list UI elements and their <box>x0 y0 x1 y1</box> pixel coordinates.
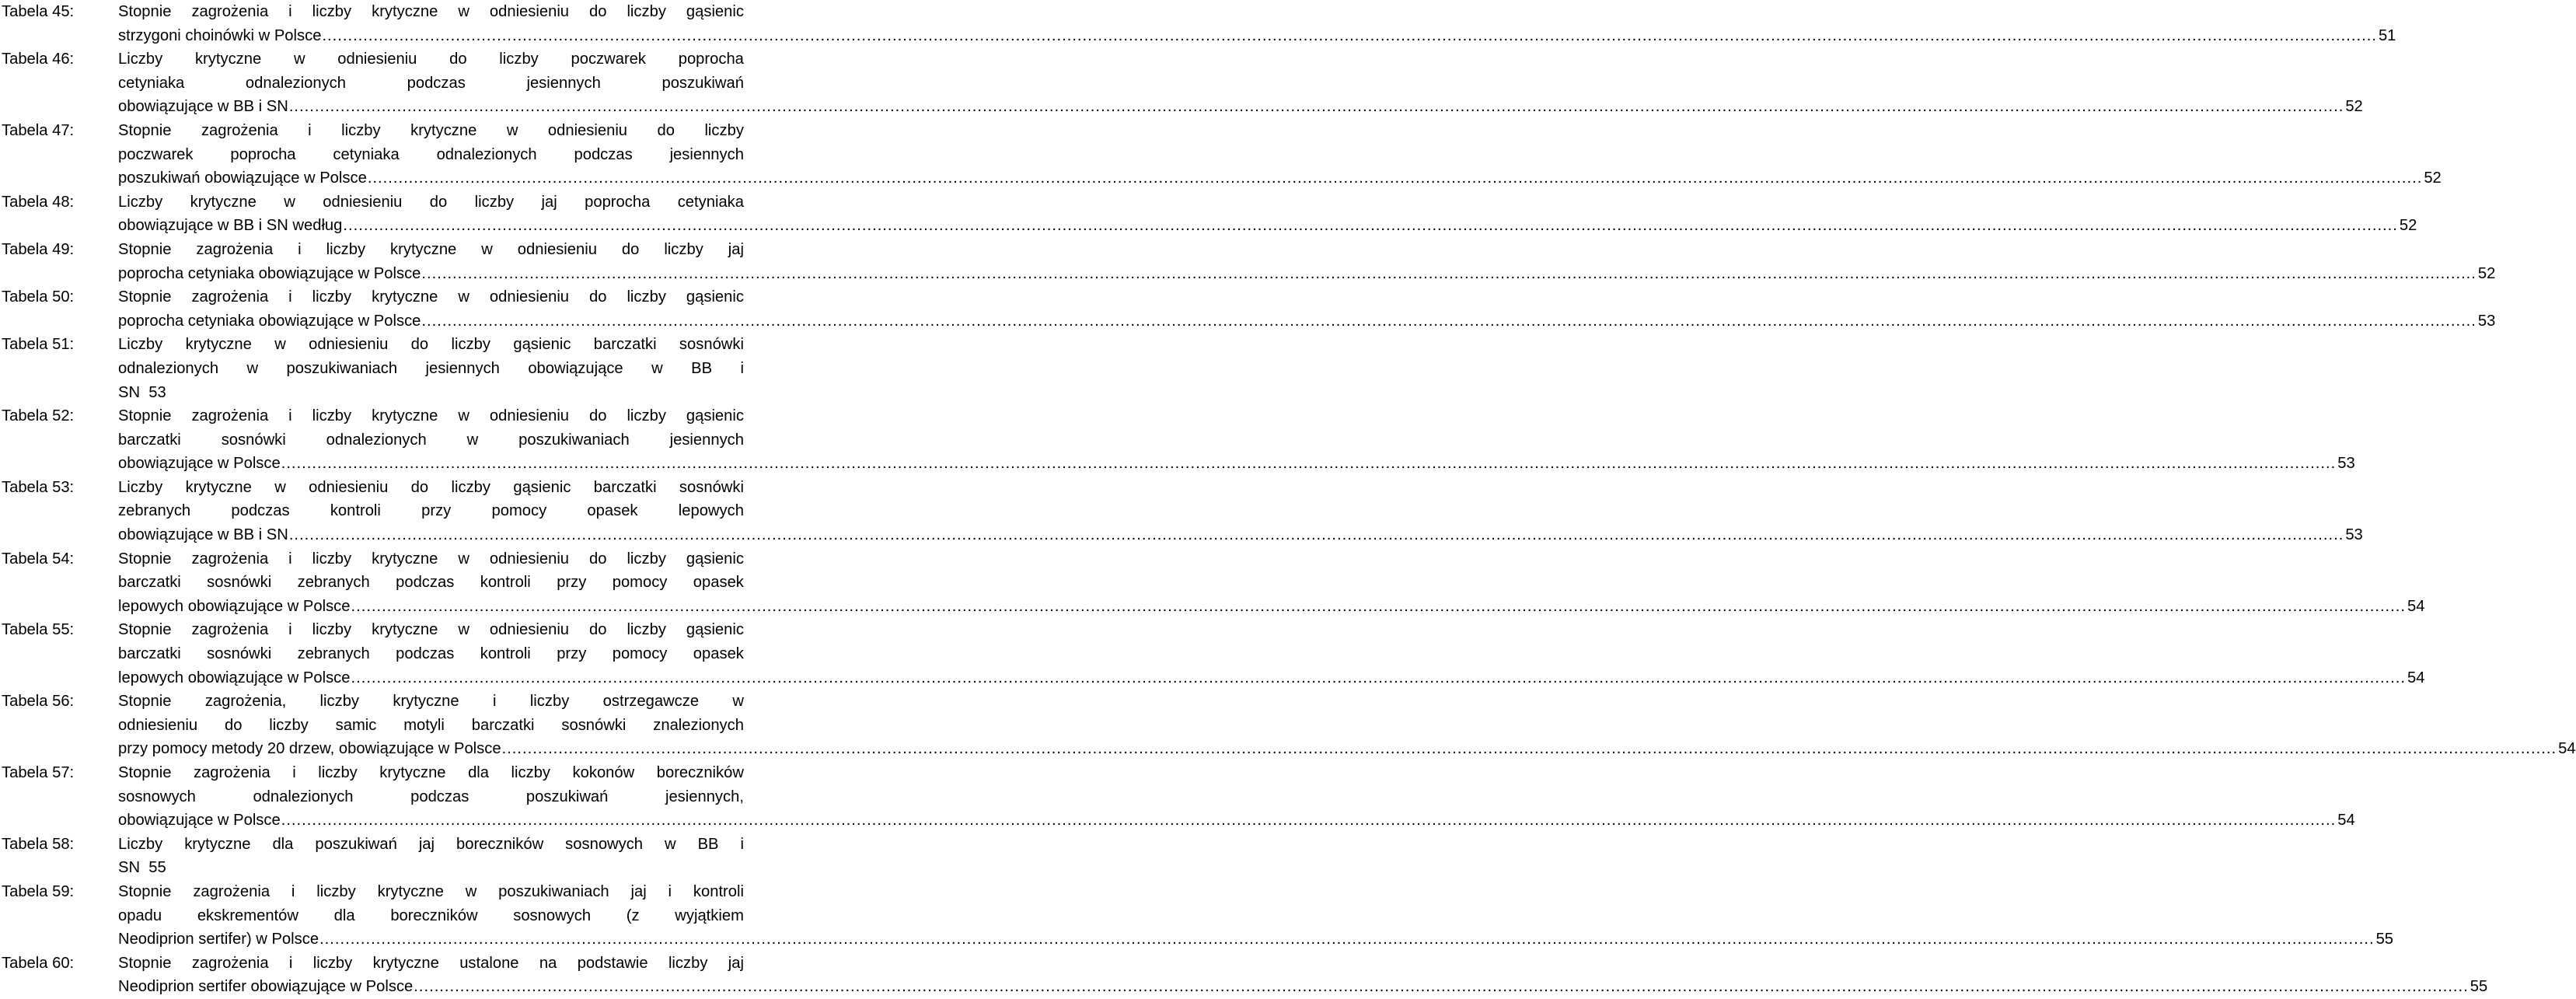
title-last-line <box>118 452 2355 476</box>
title-last-line <box>118 166 2442 190</box>
title-line <box>118 952 744 976</box>
toc-entry[interactable] <box>0 690 2576 761</box>
table-title <box>118 690 2576 761</box>
page-number: 52 <box>2345 98 2363 116</box>
title-line <box>118 119 744 143</box>
toc-entry[interactable] <box>0 833 746 880</box>
page-number: 54 <box>2558 740 2576 758</box>
page-number: 54 <box>2407 669 2425 686</box>
table-title <box>118 47 2363 119</box>
title-line <box>118 381 744 405</box>
title-last-line <box>118 24 2396 48</box>
title-line-text: Liczby krytyczne w odniesieniu do liczby gąsienic barczatki sosnówki <box>118 478 744 496</box>
dot-leader: ................................................................................................................................................................................................................................................................................................................................................................................................................ <box>319 931 2375 948</box>
dot-leader: ................................................................................................................................................................................................................................................................................................................................................................................................................ <box>281 812 2337 830</box>
title-line <box>118 428 744 452</box>
title-line-text: Neodiprion sertifer obowiązujące w Polsce <box>118 978 414 996</box>
table-title <box>118 119 2442 190</box>
title-line-text: Stopnie zagrożenia i liczby krytyczne w poszukiwaniach jaj i kontroli <box>118 882 744 900</box>
table-number-label: Tabela 60: <box>2 954 75 972</box>
table-title <box>118 476 2363 547</box>
table-number-label: Tabela 59: <box>2 882 75 900</box>
table-number-label: Tabela 50: <box>2 288 75 306</box>
title-line <box>118 856 744 880</box>
dot-leader: ................................................................................................................................................................................................................................................................................................................................................................................................................ <box>414 978 2469 996</box>
title-line-text: Stopnie zagrożenia i liczby krytyczne w odniesieniu do liczby gąsienic <box>118 288 744 306</box>
title-line <box>118 785 744 809</box>
page-number: 51 <box>2378 26 2396 44</box>
title-line-text: lepowych obowiązujące w Polsce <box>118 597 351 615</box>
dot-leader: ................................................................................................................................................................................................................................................................................................................................................................................................................ <box>343 217 2398 235</box>
title-last-line <box>118 262 2496 286</box>
table-number-label: Tabela 46: <box>2 51 75 68</box>
title-line <box>118 333 744 357</box>
table-number-label: Tabela 49: <box>2 240 75 258</box>
dot-leader: ................................................................................................................................................................................................................................................................................................................................................................................................................ <box>281 455 2337 473</box>
dot-leader: ................................................................................................................................................................................................................................................................................................................................................................................................................ <box>288 526 2344 544</box>
table-title <box>118 547 2425 619</box>
title-line-text: Stopnie zagrożenia i liczby krytyczne w odniesieniu do liczby gąsienic <box>118 550 744 568</box>
title-line-text: Liczby krytyczne w odniesieniu do liczby jaj poprocha cetyniaka <box>118 193 744 211</box>
toc-entry[interactable] <box>0 761 2355 833</box>
toc-entry[interactable] <box>0 404 2355 476</box>
table-number-label: Tabela 48: <box>2 193 75 211</box>
title-line <box>118 690 744 714</box>
dot-leader: ................................................................................................................................................................................................................................................................................................................................................................................................................ <box>322 26 2377 44</box>
title-last-line <box>118 975 2488 999</box>
table-title <box>118 618 2425 690</box>
title-line-text: Stopnie zagrożenia i liczby krytyczne w odniesieniu do liczby gąsienic <box>118 407 744 425</box>
title-line <box>118 476 744 500</box>
title-line-text: Stopnie zagrożenia i liczby krytyczne w odniesieniu do liczby <box>118 121 744 139</box>
title-line-text: Stopnie zagrożenia i liczby krytyczne w odniesieniu do liczby gąsienic <box>118 3 744 20</box>
page-number: 52 <box>2477 264 2496 282</box>
page-number: 55 <box>2375 931 2394 948</box>
toc-entry[interactable] <box>0 190 2417 238</box>
table-number-label: Tabela 45: <box>2 3 75 20</box>
toc-entry[interactable] <box>0 119 2442 190</box>
title-line-text: odniesieniu do liczby samic motyli barczatki sosnówki znalezionych <box>118 716 744 734</box>
title-line-text: Liczby krytyczne w odniesieniu do liczby poczwarek poprocha <box>118 51 744 68</box>
page-number: 53 <box>2345 526 2363 544</box>
title-last-line <box>118 523 2363 547</box>
title-last-line <box>118 927 2394 952</box>
title-line-text: Stopnie zagrożenia, liczby krytyczne i liczby ostrzegawcze w <box>118 693 744 711</box>
title-line-text: obowiązujące w Polsce <box>118 455 281 473</box>
table-number-label: Tabela 47: <box>2 121 75 139</box>
page-number: 54 <box>2337 812 2355 830</box>
title-last-line <box>118 666 2425 690</box>
title-line-text: Liczby krytyczne w odniesieniu do liczby gąsienic barczatki sosnówki <box>118 336 744 354</box>
table-title <box>118 0 2396 47</box>
table-number-label: Tabela 52: <box>2 407 75 425</box>
title-line <box>118 285 744 309</box>
table-number-label: Tabela 56: <box>2 693 75 711</box>
table-number-label: Tabela 58: <box>2 835 75 853</box>
page-number: 54 <box>2407 597 2425 615</box>
table-number-label: Tabela 57: <box>2 764 75 781</box>
title-line-text: cetyniaka odnalezionych podczas jesiennych poszukiwań <box>118 74 744 92</box>
table-title <box>118 285 2496 333</box>
title-line <box>118 833 744 857</box>
dot-leader: ................................................................................................................................................................................................................................................................................................................................................................................................................ <box>421 264 2477 282</box>
title-line-text: Stopnie zagrożenia i liczby krytyczne dla liczby kokonów boreczników <box>118 764 744 781</box>
dot-leader: ................................................................................................................................................................................................................................................................................................................................................................................................................ <box>421 312 2477 330</box>
dot-leader: ................................................................................................................................................................................................................................................................................................................................................................................................................ <box>288 98 2344 116</box>
title-line-text: Stopnie zagrożenia i liczby krytyczne ustalone na podstawie liczby jaj <box>118 954 744 972</box>
title-line <box>118 499 744 523</box>
toc-entry[interactable] <box>0 952 2488 999</box>
toc-entry[interactable] <box>0 47 2363 119</box>
title-line <box>118 618 744 642</box>
title-line-text: Neodiprion sertifer) w Polsce <box>118 931 319 948</box>
toc-entry[interactable] <box>0 333 746 404</box>
title-line <box>118 0 744 24</box>
title-line-text: Stopnie zagrożenia i liczby krytyczne w odniesieniu do liczby jaj <box>118 240 744 258</box>
toc-entry[interactable] <box>0 476 2363 547</box>
dot-leader: ................................................................................................................................................................................................................................................................................................................................................................................................................ <box>501 740 2557 758</box>
dot-leader: ................................................................................................................................................................................................................................................................................................................................................................................................................ <box>351 669 2406 686</box>
title-last-line <box>118 214 2417 238</box>
page-number: 52 <box>2424 169 2442 187</box>
title-line <box>118 547 744 571</box>
title-line <box>118 47 744 72</box>
title-last-line <box>118 95 2363 119</box>
title-line-text: SN 55 <box>118 859 166 877</box>
title-line-text: obowiązujące w Polsce <box>118 812 281 830</box>
table-title <box>118 404 2355 476</box>
title-line <box>118 143 744 167</box>
table-title <box>118 238 2496 285</box>
table-number-label: Tabela 55: <box>2 621 75 639</box>
title-line-text: barczatki sosnówki zebranych podczas kontroli przy pomocy opasek <box>118 645 744 663</box>
title-line-text: poprocha cetyniaka obowiązujące w Polsce <box>118 264 421 282</box>
title-line <box>118 238 744 262</box>
dot-leader: ................................................................................................................................................................................................................................................................................................................................................................................................................ <box>351 597 2406 615</box>
title-line <box>118 190 744 215</box>
title-line <box>118 72 744 96</box>
page-number: 55 <box>2470 978 2488 996</box>
title-last-line <box>118 809 2355 833</box>
title-line-text: strzygoni choinówki w Polsce <box>118 26 322 44</box>
title-last-line <box>118 737 2576 761</box>
toc-entry[interactable] <box>0 0 2396 47</box>
title-line <box>118 904 744 928</box>
title-line-text: przy pomocy metody 20 drzew, obowiązujące w Polsce <box>118 740 501 758</box>
title-line <box>118 404 744 428</box>
title-line-text: barczatki sosnówki zebranych podczas kontroli przy pomocy opasek <box>118 574 744 592</box>
title-line-text: poprocha cetyniaka obowiązujące w Polsce <box>118 312 421 330</box>
table-title <box>118 952 2488 999</box>
table-number-label: Tabela 54: <box>2 550 75 568</box>
title-line-text: lepowych obowiązujące w Polsce <box>118 669 351 686</box>
toc-entry[interactable] <box>0 285 2496 333</box>
toc-entry[interactable] <box>0 618 2425 690</box>
title-line-text: sosnowych odnalezionych podczas poszukiwań jesiennych, <box>118 788 744 805</box>
title-last-line <box>118 309 2496 334</box>
table-number-label: Tabela 51: <box>2 336 75 354</box>
title-last-line <box>118 595 2425 619</box>
page-number: 52 <box>2399 217 2417 235</box>
page-number: 53 <box>2337 455 2355 473</box>
title-line-text: Stopnie zagrożenia i liczby krytyczne w odniesieniu do liczby gąsienic <box>118 621 744 639</box>
title-line-text: odnalezionych w poszukiwaniach jesiennych obowiązujące w BB i <box>118 359 744 377</box>
title-line-text: poczwarek poprocha cetyniaka odnalezionych podczas jesiennych <box>118 145 744 163</box>
table-title <box>118 333 744 404</box>
dot-leader: ................................................................................................................................................................................................................................................................................................................................................................................................................ <box>367 169 2423 187</box>
toc-entry[interactable] <box>0 880 2394 952</box>
title-line-text: opadu ekskrementów dla boreczników sosnowych (z wyjątkiem <box>118 906 744 924</box>
title-line-text: obowiązujące w BB i SN <box>118 526 288 544</box>
title-line-text: poszukiwań obowiązujące w Polsce <box>118 169 367 187</box>
title-line <box>118 642 744 666</box>
title-line <box>118 714 744 738</box>
table-title <box>118 761 2355 833</box>
title-line <box>118 571 744 595</box>
title-line <box>118 880 744 904</box>
title-line <box>118 761 744 785</box>
toc-entry[interactable] <box>0 238 2496 285</box>
title-line-text: obowiązujące w BB i SN według <box>118 217 343 235</box>
page-number: 53 <box>2477 312 2496 330</box>
title-line-text: zebranych podczas kontroli przy pomocy opasek lepowych <box>118 502 744 520</box>
title-line-text: Liczby krytyczne dla poszukiwań jaj boreczników sosnowych w BB i <box>118 835 744 853</box>
title-line-text: SN 53 <box>118 383 166 401</box>
table-title <box>118 190 2417 238</box>
title-line <box>118 357 744 381</box>
toc-entry[interactable] <box>0 547 2425 619</box>
table-title <box>118 833 744 880</box>
title-line-text: barczatki sosnówki odnalezionych w poszukiwaniach jesiennych <box>118 431 744 449</box>
table-number-label: Tabela 53: <box>2 478 75 496</box>
title-line-text: obowiązujące w BB i SN <box>118 98 288 116</box>
table-title <box>118 880 2394 952</box>
